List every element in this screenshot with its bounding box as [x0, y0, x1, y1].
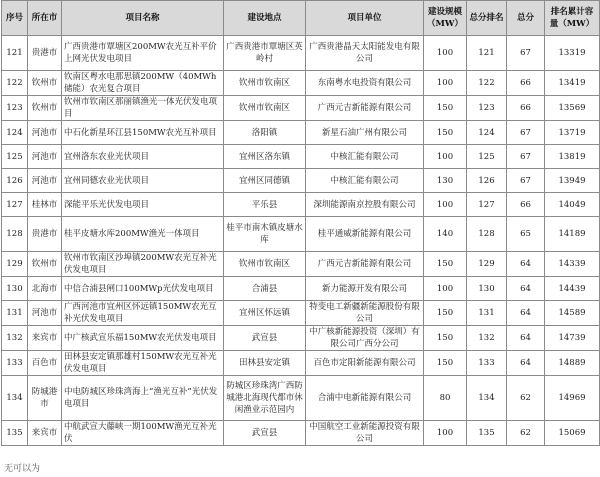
cell-scale: 100 — [424, 145, 467, 169]
cell-project: 广西贵港市覃塘区200MW农光互补平价上网光伏发电项目 — [62, 36, 224, 71]
cell-seq: 127 — [2, 193, 28, 217]
cell-score: 67 — [507, 145, 545, 169]
cell-project: 钦州市钦南区沙埠镇200MW农光互补光伏发电项目 — [62, 252, 224, 277]
cell-project: 桂平皮塘水库200MW渔光一体项目 — [62, 217, 224, 252]
cell-seq: 128 — [2, 217, 28, 252]
cell-project: 宜州洛东农业光伏项目 — [62, 145, 224, 169]
cell-company: 深圳能源南京控股有限公司 — [306, 193, 424, 217]
cell-score: 65 — [507, 217, 545, 252]
cell-location: 武宣县 — [224, 326, 306, 351]
table-row — [2, 421, 600, 446]
cell-company: 广西元吉新能源有限公司 — [306, 252, 424, 277]
cell-scale: 150 — [424, 326, 467, 351]
cell-seq: 130 — [2, 277, 28, 301]
cell-project: 中信合浦县闸口100MWp光伏发电项目 — [62, 277, 224, 301]
table-row — [2, 301, 600, 326]
cell-cumulative: 13569 — [545, 96, 600, 121]
table-row — [2, 277, 600, 301]
cell-cumulative: 13319 — [545, 36, 600, 71]
cell-location: 宜州区洛东镇 — [224, 145, 306, 169]
cell-project: 田林县安定镇那雄村150MW农光互补光伏发电项目 — [62, 351, 224, 376]
table-row — [2, 193, 600, 217]
cell-cumulative: 13719 — [545, 121, 600, 145]
cell-company: 中核汇能有限公司 — [306, 169, 424, 193]
cell-location: 洛阳镇 — [224, 121, 306, 145]
cell-seq: 135 — [2, 421, 28, 446]
cell-score: 64 — [507, 326, 545, 351]
cell-seq: 131 — [2, 301, 28, 326]
cell-city: 钦州市 — [28, 71, 62, 96]
cell-scale: 130 — [424, 169, 467, 193]
cell-seq: 129 — [2, 252, 28, 277]
cell-cumulative: 14189 — [545, 217, 600, 252]
cell-project: 中石化新星环江县150MW农光互补项目 — [62, 121, 224, 145]
cell-company: 中核汇能有限公司 — [306, 145, 424, 169]
cell-company: 特变电工新疆新能源股份有限公司 — [306, 301, 424, 326]
cell-location: 宜州区怀远镇 — [224, 301, 306, 326]
cell-cumulative: 14969 — [545, 376, 600, 421]
cell-location: 桂平市南木镇皮塘水库 — [224, 217, 306, 252]
cell-rank: 125 — [467, 145, 507, 169]
cell-rank: 122 — [467, 71, 507, 96]
cell-rank: 135 — [467, 421, 507, 446]
cell-score: 66 — [507, 71, 545, 96]
cell-score: 62 — [507, 421, 545, 446]
cell-rank: 121 — [467, 36, 507, 71]
cell-city: 北海市 — [28, 277, 62, 301]
cell-company: 百色市定阳新能源有限公司 — [306, 351, 424, 376]
cell-rank: 131 — [467, 301, 507, 326]
cell-city: 河池市 — [28, 121, 62, 145]
cell-seq: 122 — [2, 71, 28, 96]
cell-score: 66 — [507, 193, 545, 217]
table-row — [2, 351, 600, 376]
header-score: 总分 — [507, 1, 545, 36]
cell-company: 中广核新能源投资（深圳）有限公司广西分公司 — [306, 326, 424, 351]
cell-city: 防城港市 — [28, 376, 62, 421]
cell-project: 深能平乐光伏发电项目 — [62, 193, 224, 217]
cell-scale: 100 — [424, 36, 467, 71]
cell-cumulative: 13949 — [545, 169, 600, 193]
cell-city: 贵港市 — [28, 217, 62, 252]
cell-location: 广西贵港市覃塘区英岭村 — [224, 36, 306, 71]
table-row — [2, 145, 600, 169]
cell-seq: 121 — [2, 36, 28, 71]
cell-project: 宜州同德农业光伏项目 — [62, 169, 224, 193]
cell-city: 桂林市 — [28, 193, 62, 217]
cell-score: 67 — [507, 36, 545, 71]
cell-rank: 134 — [467, 376, 507, 421]
cell-project: 广西河池市宜州区怀远镇150MW农光互补光伏发电项目 — [62, 301, 224, 326]
cell-rank: 127 — [467, 193, 507, 217]
table-row — [2, 252, 600, 277]
header-city: 所在市 — [28, 1, 62, 36]
cell-cumulative: 14739 — [545, 326, 600, 351]
cell-score: 67 — [507, 121, 545, 145]
cell-seq: 126 — [2, 169, 28, 193]
cell-scale: 150 — [424, 252, 467, 277]
header-row — [2, 1, 600, 36]
cell-location: 平乐县 — [224, 193, 306, 217]
table-row — [2, 169, 600, 193]
cell-seq: 123 — [2, 96, 28, 121]
cell-scale: 100 — [424, 277, 467, 301]
cell-rank: 130 — [467, 277, 507, 301]
table-row — [2, 376, 600, 421]
header-project: 项目名称 — [62, 1, 224, 36]
cell-city: 河池市 — [28, 169, 62, 193]
cell-city: 贵港市 — [28, 36, 62, 71]
cell-location: 田林县安定镇 — [224, 351, 306, 376]
cell-rank: 123 — [467, 96, 507, 121]
header-rank: 总分排名 — [467, 1, 507, 36]
cell-location: 合浦县 — [224, 277, 306, 301]
cell-company: 中国航空工业新能源投资有限公司 — [306, 421, 424, 446]
cell-cumulative: 14589 — [545, 301, 600, 326]
header-location: 建设地点 — [224, 1, 306, 36]
cell-rank: 133 — [467, 351, 507, 376]
cell-cumulative: 14049 — [545, 193, 600, 217]
cell-rank: 132 — [467, 326, 507, 351]
cell-project: 钦南区粤水电那思镇200MW（40MWh储能）农光复合项目 — [62, 71, 224, 96]
cell-rank: 128 — [467, 217, 507, 252]
cell-city: 百色市 — [28, 351, 62, 376]
cell-score: 66 — [507, 96, 545, 121]
cell-cumulative: 13819 — [545, 145, 600, 169]
project-ranking-table — [1, 0, 600, 446]
cell-cumulative: 14439 — [545, 277, 600, 301]
cell-project: 中航武宣大藤峡一期100MW渔光互补光伏 — [62, 421, 224, 446]
cell-project: 中电防城区珍珠湾海上“渔光互补”光伏发电项目 — [62, 376, 224, 421]
cell-scale: 150 — [424, 301, 467, 326]
table-row — [2, 71, 600, 96]
table-row — [2, 36, 600, 71]
cell-scale: 150 — [424, 96, 467, 121]
cell-score: 64 — [507, 351, 545, 376]
cell-scale: 100 — [424, 71, 467, 96]
cell-score: 62 — [507, 376, 545, 421]
cell-seq: 134 — [2, 376, 28, 421]
header-company: 项目单位 — [306, 1, 424, 36]
header-seq: 序号 — [2, 1, 28, 36]
cell-seq: 132 — [2, 326, 28, 351]
cell-city: 河池市 — [28, 301, 62, 326]
cell-project: 钦州市钦南区那丽镇渔光一体光伏发电项目 — [62, 96, 224, 121]
cell-project: 中广核武宣乐福150MW农光伏发电项目 — [62, 326, 224, 351]
cell-city: 来宾市 — [28, 326, 62, 351]
cell-city: 钦州市 — [28, 252, 62, 277]
table-row — [2, 217, 600, 252]
cell-scale: 150 — [424, 351, 467, 376]
cell-company: 桂平通威新能源有限公司 — [306, 217, 424, 252]
cell-city: 来宾市 — [28, 421, 62, 446]
cell-cumulative: 14889 — [545, 351, 600, 376]
cell-location: 钦州市钦南区 — [224, 252, 306, 277]
cell-location: 钦州市钦南区 — [224, 96, 306, 121]
cell-company: 广西元吉新能源有限公司 — [306, 96, 424, 121]
cell-score: 67 — [507, 169, 545, 193]
cell-seq: 124 — [2, 121, 28, 145]
cell-score: 64 — [507, 277, 545, 301]
cell-rank: 126 — [467, 169, 507, 193]
cell-company: 新力能源开发有限公司 — [306, 277, 424, 301]
table-row — [2, 96, 600, 121]
cell-company: 新星石油广州有限公司 — [306, 121, 424, 145]
cell-cumulative: 14339 — [545, 252, 600, 277]
cell-rank: 124 — [467, 121, 507, 145]
table-row — [2, 326, 600, 351]
cell-location: 钦州市钦南区 — [224, 71, 306, 96]
cell-company: 东南粤水电投资有限公司 — [306, 71, 424, 96]
header-scale: 建设规模（MW） — [424, 1, 467, 36]
cell-seq: 125 — [2, 145, 28, 169]
cell-scale: 80 — [424, 376, 467, 421]
cell-cumulative: 15069 — [545, 421, 600, 446]
cell-city: 河池市 — [28, 145, 62, 169]
cell-location: 宜州区同德镇 — [224, 169, 306, 193]
watermark-text: 无可以为 — [2, 461, 42, 474]
cell-seq: 133 — [2, 351, 28, 376]
table-row — [2, 121, 600, 145]
cell-scale: 100 — [424, 421, 467, 446]
cell-scale: 100 — [424, 193, 467, 217]
cell-scale: 150 — [424, 121, 467, 145]
cell-scale: 140 — [424, 217, 467, 252]
cell-city: 钦州市 — [28, 96, 62, 121]
cell-location: 武宣县 — [224, 421, 306, 446]
cell-location: 防城区珍珠湾广西防城港北海现代都市休闲渔业示范园内 — [224, 376, 306, 421]
cell-company: 广西贵港晶天太阳能发电有限公司 — [306, 36, 424, 71]
cell-rank: 129 — [467, 252, 507, 277]
cell-score: 64 — [507, 252, 545, 277]
header-cumulative: 排名累计容量（MW） — [545, 1, 600, 36]
cell-cumulative: 13419 — [545, 71, 600, 96]
cell-score: 64 — [507, 301, 545, 326]
cell-company: 合浦中电新能源有限公司 — [306, 376, 424, 421]
